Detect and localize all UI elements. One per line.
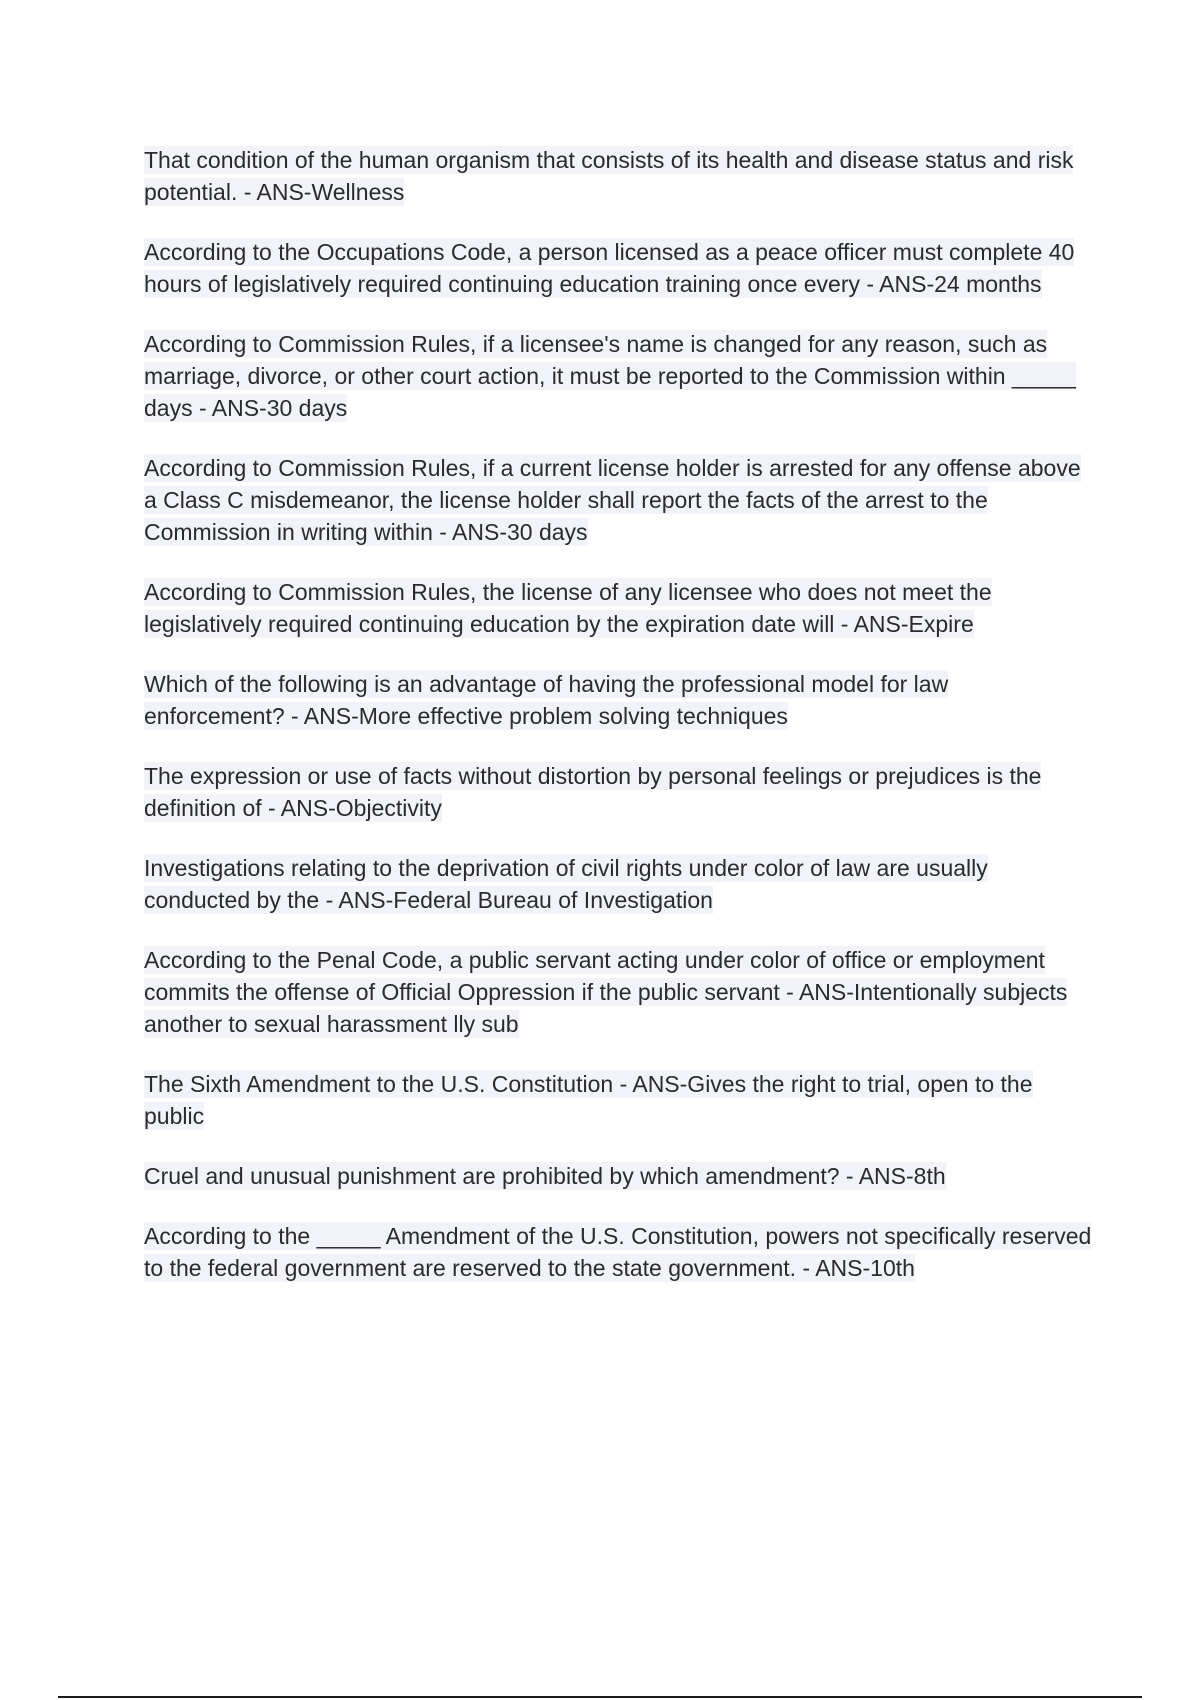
footer-divider [58, 1696, 1142, 1698]
qa-item-text: According to the Penal Code, a public servant acting under color of office or employment commits the offense of Official Oppression if the public servant - ANS-Intentionally subjects another to sexual harassment lly sub [144, 947, 1068, 1037]
qa-item-5 [144, 576, 1094, 640]
qa-list [144, 144, 1094, 1312]
qa-item-text: According to Commission Rules, if a licensee's name is changed for any reason, such as marriage, divorce, or other court action, it must be reported to the Commission within _____ days - ANS-30 days [144, 331, 1076, 421]
qa-item-text: According to the _____ Amendment of the U.S. Constitution, powers not specifically reserved to the federal government are reserved to the state government. - ANS-10th [144, 1223, 1092, 1281]
qa-item-text: Which of the following is an advantage of having the professional model for law enforcement? - ANS-More effective problem solving techniques [144, 671, 949, 729]
qa-item-8 [144, 852, 1094, 916]
qa-item-4 [144, 452, 1094, 548]
qa-item-text: According to the Occupations Code, a person licensed as a peace officer must complete 40 hours of legislatively required continuing education training once every - ANS-24 months [144, 239, 1075, 297]
qa-item-7 [144, 760, 1094, 824]
qa-item-9 [144, 944, 1094, 1040]
qa-item-text: The Sixth Amendment to the U.S. Constitution - ANS-Gives the right to trial, open to the public [144, 1071, 1033, 1129]
qa-item-10 [144, 1068, 1094, 1132]
qa-item-text: According to Commission Rules, the license of any licensee who does not meet the legislatively required continuing education by the expiration date will - ANS-Expire [144, 579, 992, 637]
qa-item-text: Cruel and unusual punishment are prohibited by which amendment? - ANS-8th [144, 1163, 946, 1189]
qa-item-2 [144, 236, 1094, 300]
qa-item-11 [144, 1160, 1094, 1192]
qa-item-6 [144, 668, 1094, 732]
qa-item-text: According to Commission Rules, if a current license holder is arrested for any offense above a Class C misdemeanor, the license holder shall report the facts of the arrest to the Commission in writing within - ANS-30 days [144, 455, 1081, 545]
qa-item-1 [144, 144, 1094, 208]
qa-item-text: The expression or use of facts without distortion by personal feelings or prejudices is the definition of - ANS-Objectivity [144, 763, 1042, 821]
qa-item-text: Investigations relating to the deprivation of civil rights under color of law are usually conducted by the - ANS-Federal Bureau of Investigation [144, 855, 988, 913]
qa-item-12 [144, 1220, 1094, 1284]
qa-item-3 [144, 328, 1094, 424]
qa-item-text: That condition of the human organism that consists of its health and disease status and risk potential. - ANS-Wellness [144, 147, 1074, 205]
